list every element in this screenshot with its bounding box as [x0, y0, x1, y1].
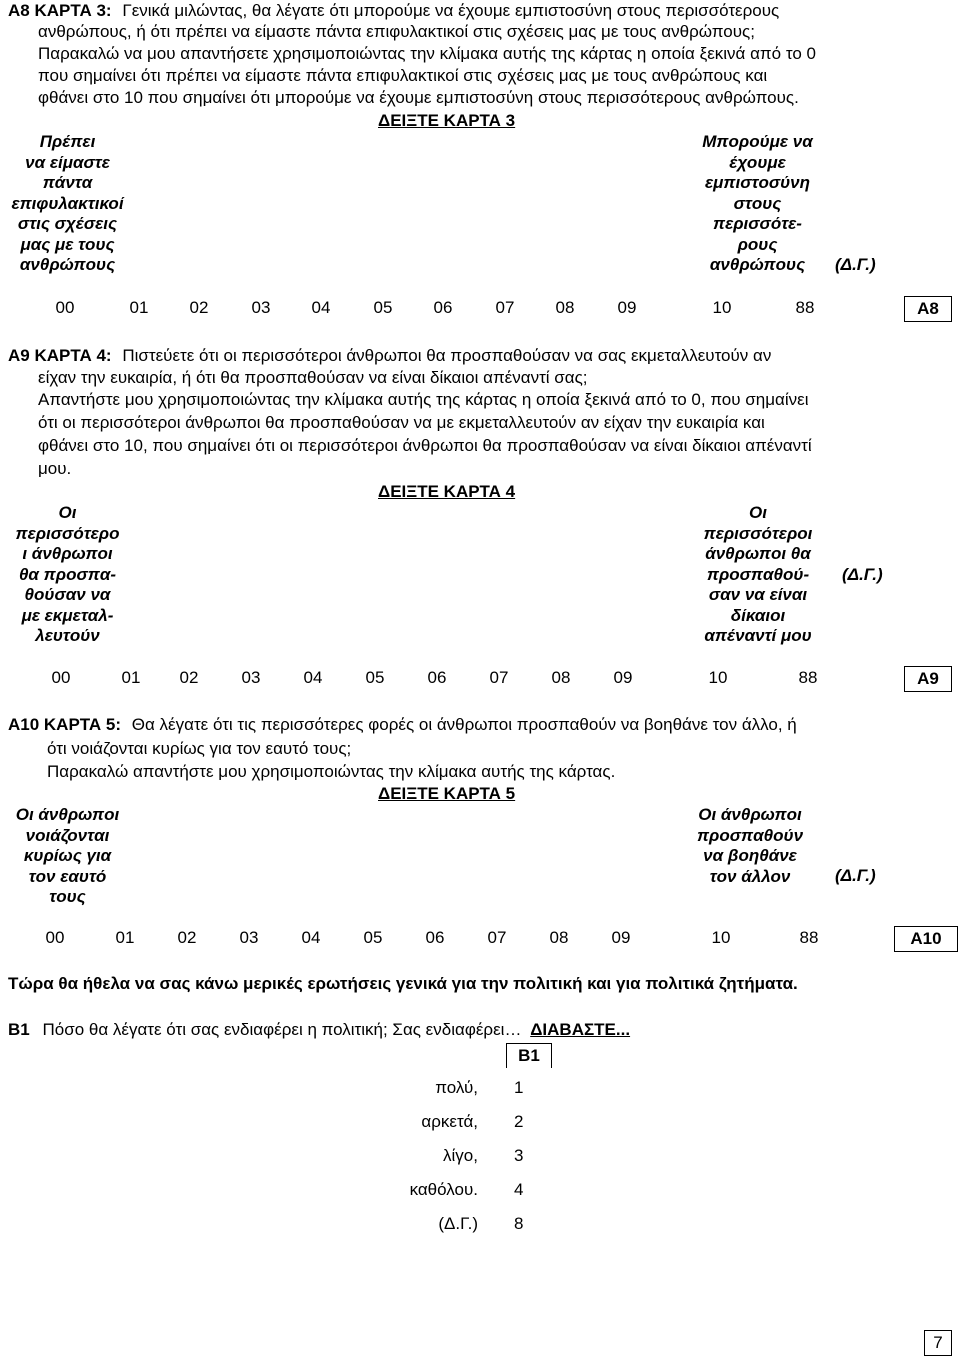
scale-code[interactable]: 08	[551, 668, 571, 687]
b1-option-label: (Δ.Γ.)	[438, 1214, 478, 1233]
a9-text: Απαντήστε μου χρησιμοποιώντας την κλίμακα αυτής της κάρτας η οποία ξεκινά από το 0, που σημαίνει	[38, 390, 809, 409]
a8-code-box: A8	[904, 296, 952, 322]
scale-code[interactable]: 88	[795, 298, 815, 317]
a9-show-card: ΔΕΙΞΤΕ ΚΑΡΤΑ 4	[378, 482, 516, 501]
a10-scale	[30, 928, 834, 948]
scale-code[interactable]: 09	[613, 668, 633, 687]
a10-text: Θα λέγατε ότι τις περισσότερες φορές οι άνθρωποι προσπαθούν να βοηθάνε τον άλλο, ή	[131, 715, 797, 734]
scale-code[interactable]: 00	[51, 668, 71, 687]
a10-text: Παρακαλώ απαντήστε μου χρησιμοποιώντας την κλίμακα αυτής της κάρτας.	[47, 762, 616, 781]
a10-label: A10 ΚΑΡΤΑ 5:	[8, 715, 122, 734]
b1-option-label: καθόλου.	[409, 1180, 478, 1199]
a10-text: ότι νοιάζονται κυρίως για τον εαυτό τους;	[47, 739, 352, 758]
a9-right-anchor: Οι περισσότεροι άνθρωποι θα προσπαθού- σαν να είναι δίκαιοι απέναντί μου	[703, 503, 813, 645]
scale-code[interactable]: 08	[549, 928, 569, 947]
a8-label: A8 ΚΑΡΤΑ 3:	[8, 1, 112, 20]
scale-code[interactable]: 01	[129, 298, 149, 317]
scale-code[interactable]: 07	[495, 298, 515, 317]
b1-option-code[interactable]: 1	[514, 1078, 524, 1097]
scale-code[interactable]: 08	[555, 298, 575, 317]
a8-text: Γενικά μιλώντας, θα λέγατε ότι μπορούμε να έχουμε εμπιστοσύνη στους περισσότερους	[122, 1, 780, 20]
scale-code[interactable]: 03	[251, 298, 271, 317]
a8-scale	[40, 298, 830, 318]
scale-code[interactable]: 04	[311, 298, 331, 317]
a8-text: φθάνει στο 10 που σημαίνει ότι μπορούμε να έχουμε εμπιστοσύνη στους περισσότερους ανθρώπους.	[38, 88, 799, 107]
scale-code[interactable]: 03	[241, 668, 261, 687]
scale-code[interactable]: 01	[121, 668, 141, 687]
b1-question-line	[8, 1019, 630, 1040]
scale-code[interactable]: 09	[617, 298, 637, 317]
a8-text: Παρακαλώ να μου απαντήσετε χρησιμοποιώντας την κλίμακα αυτής της κάρτας η οποία ξεκινά από το 0	[38, 44, 816, 63]
a8-question-line	[8, 0, 779, 21]
b1-option-label: πολύ,	[435, 1078, 478, 1097]
a9-text: ότι οι περισσότεροι άνθρωποι θα προσπαθούσαν να με εκμεταλλευτούν αν είχαν την ευκαιρία και	[38, 413, 765, 432]
scale-code[interactable]: 07	[487, 928, 507, 947]
a8-text: ανθρώπους, ή ότι πρέπει να είμαστε πάντα επιφυλακτικοί στις σχέσεις μας με τους ανθρώπους;	[38, 22, 755, 41]
scale-code[interactable]: 00	[45, 928, 65, 947]
a9-text: είχαν την ευκαιρία, ή ότι θα προσπαθούσαν να είναι δίκαιοι απέναντί σας;	[38, 368, 588, 387]
scale-code[interactable]: 02	[179, 668, 199, 687]
scale-code[interactable]: 02	[189, 298, 209, 317]
scale-code[interactable]: 05	[365, 668, 385, 687]
a8-dont-know: (Δ.Γ.)	[835, 255, 876, 274]
a8-right-anchor: Μπορούμε να έχουμε εμπιστοσύνη στους περισσότε- ρους ανθρώπους	[702, 132, 813, 274]
a10-left-anchor: Οι άνθρωποι νοιάζονται κυρίως για τον εαυτό τους	[15, 805, 120, 906]
scale-code[interactable]: 88	[798, 668, 818, 687]
scale-code[interactable]: 05	[373, 298, 393, 317]
scale-code[interactable]: 06	[433, 298, 453, 317]
a9-text: φθάνει στο 10, που σημαίνει ότι οι περισσότεροι άνθρωποι θα προσπαθούσαν να είναι δίκαιοι απέναντί	[38, 436, 812, 455]
a9-left-anchor: Οι περισσότερο ι άνθρωποι θα προσπα- θούσαν να με εκμεταλ- λευτούν	[15, 503, 120, 645]
politics-intro: Τώρα θα ήθελα να σας κάνω μερικές ερωτήσεις γενικά για την πολιτική και για πολιτικά ζητήματα.	[8, 974, 798, 993]
scale-code[interactable]: 04	[301, 928, 321, 947]
scale-code[interactable]: 06	[427, 668, 447, 687]
b1-option-code[interactable]: 2	[514, 1112, 524, 1131]
b1-label: B1	[8, 1020, 30, 1039]
b1-option-code[interactable]: 3	[514, 1146, 524, 1165]
b1-code-header: B1	[506, 1043, 552, 1068]
scale-code[interactable]: 02	[177, 928, 197, 947]
a9-question-line	[8, 345, 771, 366]
a9-label: A9 ΚΑΡΤΑ 4:	[8, 346, 112, 365]
a10-question-line	[8, 714, 797, 735]
scale-code[interactable]: 06	[425, 928, 445, 947]
scale-code[interactable]: 10	[708, 668, 728, 687]
b1-read-out: ΔΙΑΒΑΣΤΕ...	[530, 1020, 631, 1039]
scale-code[interactable]: 10	[711, 928, 731, 947]
page-number: 7	[924, 1330, 952, 1356]
a9-text: Πιστεύετε ότι οι περισσότεροι άνθρωποι θα προσπαθούσαν να σας εκμεταλλευτούν αν	[122, 346, 772, 365]
b1-option-code[interactable]: 8	[514, 1214, 524, 1233]
scale-code[interactable]: 10	[712, 298, 732, 317]
b1-option-label: αρκετά,	[421, 1112, 478, 1131]
a8-show-card: ΔΕΙΞΤΕ ΚΑΡΤΑ 3	[378, 111, 516, 130]
a8-text: που σημαίνει ότι πρέπει να είμαστε πάντα επιφυλακτικοί στις σχέσεις μας με τους ανθρώπους και	[38, 66, 768, 85]
scale-code[interactable]: 01	[115, 928, 135, 947]
a9-dont-know: (Δ.Γ.)	[842, 565, 883, 584]
a8-left-anchor: Πρέπει να είμαστε πάντα επιφυλακτικοί στις σχέσεις μας με τους ανθρώπους	[11, 132, 124, 274]
a9-text: μου.	[38, 459, 72, 478]
a10-dont-know: (Δ.Γ.)	[835, 866, 876, 885]
scale-code[interactable]: 88	[799, 928, 819, 947]
scale-code[interactable]: 00	[55, 298, 75, 317]
scale-code[interactable]: 04	[303, 668, 323, 687]
scale-code[interactable]: 07	[489, 668, 509, 687]
scale-code[interactable]: 05	[363, 928, 383, 947]
a9-code-box: A9	[904, 666, 952, 692]
b1-option-code[interactable]: 4	[514, 1180, 524, 1199]
a10-code-box: A10	[894, 926, 958, 952]
a10-right-anchor: Οι άνθρωποι προσπαθούν να βοηθάνε τον άλλον	[696, 805, 804, 886]
a9-scale	[36, 668, 833, 688]
b1-option-label: λίγο,	[443, 1146, 478, 1165]
b1-text: Πόσο θα λέγατε ότι σας ενδιαφέρει η πολιτική; Σας ενδιαφέρει…	[42, 1020, 522, 1039]
scale-code[interactable]: 09	[611, 928, 631, 947]
scale-code[interactable]: 03	[239, 928, 259, 947]
a10-show-card: ΔΕΙΞΤΕ ΚΑΡΤΑ 5	[378, 784, 516, 803]
